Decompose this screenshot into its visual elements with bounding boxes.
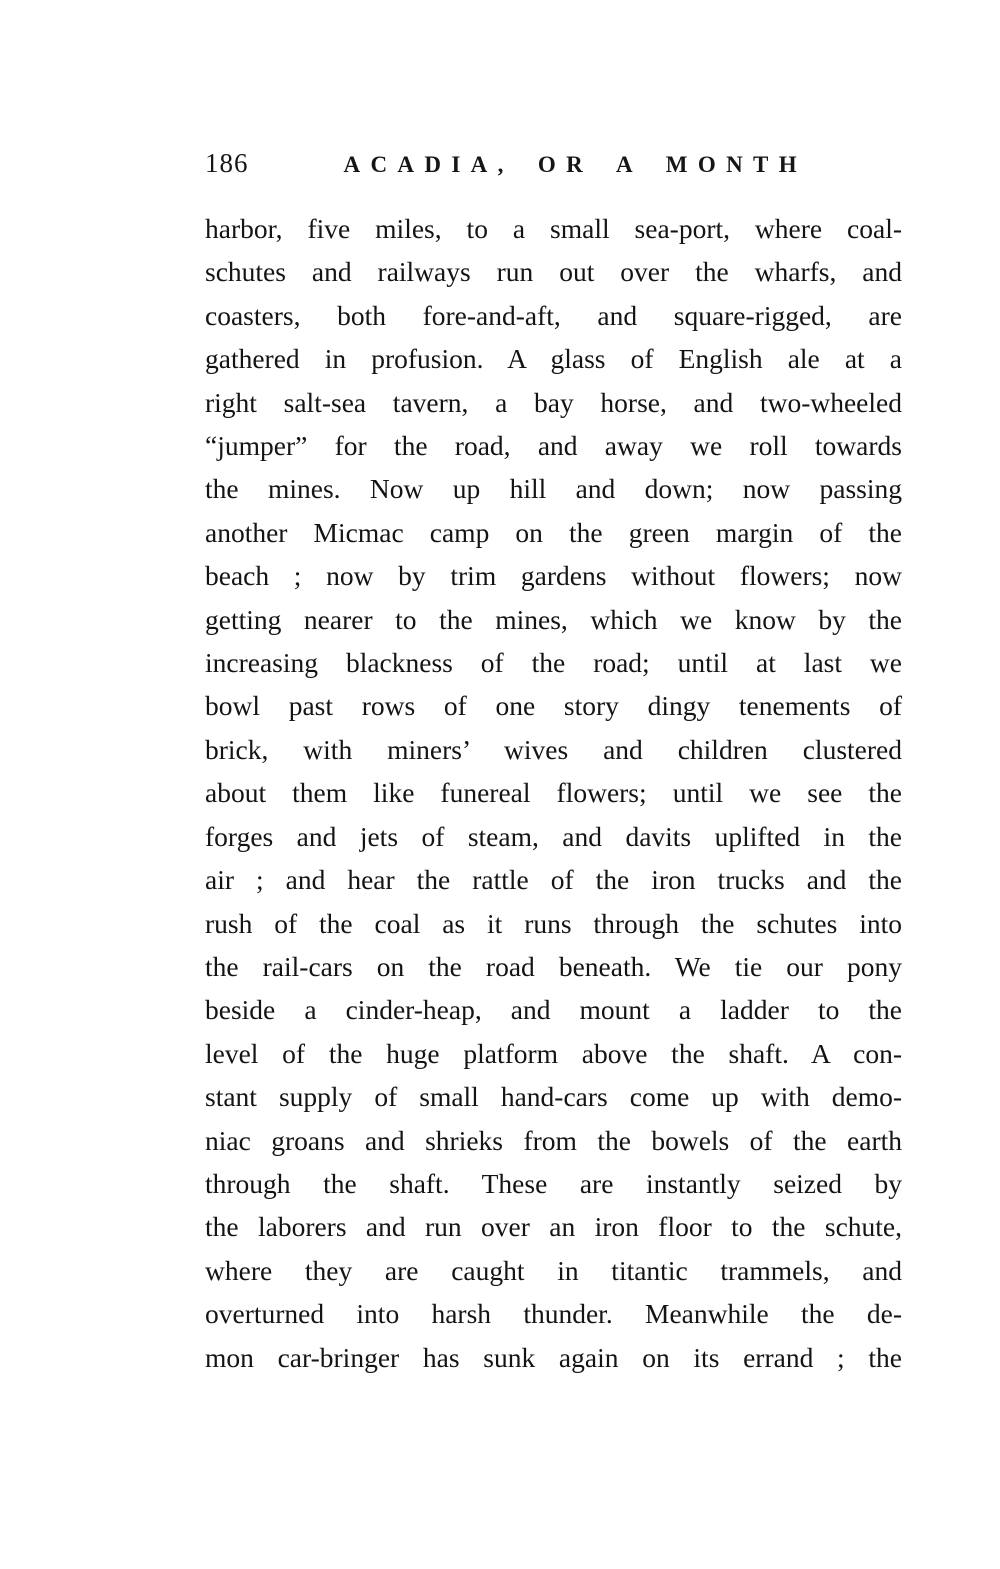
text-line: harbor, five miles, to a small sea-port, where coal- <box>205 213 902 244</box>
page-number: 186 <box>205 148 249 178</box>
text-line: the rail-cars on the road beneath. We tie our pony <box>205 950 902 982</box>
text-line: another Micmac camp on the green margin of the <box>205 516 902 548</box>
text-line: through the shaft. These are instantly seized by <box>205 1167 902 1199</box>
text-line: coasters, both fore-and-aft, and square-rigged, are <box>205 299 902 331</box>
text-line: mon car-bringer has sunk again on its errand ; the <box>205 1341 902 1373</box>
page-content <box>205 148 902 1379</box>
text-line: stant supply of small hand-cars come up with demo- <box>205 1081 902 1113</box>
text-line: brick, with miners’ wives and children clustered <box>205 733 902 765</box>
text-line: overturned into harsh thunder. Meanwhile the de- <box>205 1298 902 1330</box>
text-line: schutes and railways run out over the wharfs, and <box>205 256 902 288</box>
text-line: level of the huge platform above the shaft. A con- <box>205 1037 902 1069</box>
text-line: where they are caught in titantic trammels, and <box>205 1254 902 1286</box>
text-line: getting nearer to the mines, which we know by the <box>205 603 902 635</box>
text-line: niac groans and shrieks from the bowels of the earth <box>205 1124 902 1156</box>
text-line: beside a cinder-heap, and mount a ladder to the <box>205 994 902 1026</box>
text-line: about them like funereal flowers; until we see the <box>205 777 902 809</box>
body-text <box>205 207 902 1379</box>
text-line: beach ; now by trim gardens without flowers; now <box>205 560 902 592</box>
text-line: right salt-sea tavern, a bay horse, and two-wheeled <box>205 386 902 418</box>
text-line: bowl past rows of one story dingy tenements of <box>205 690 902 722</box>
text-line: increasing blackness of the road; until at last we <box>205 647 902 679</box>
text-line: the laborers and run over an iron floor to the schute, <box>205 1211 902 1243</box>
text-line: rush of the coal as it runs through the schutes into <box>205 907 902 939</box>
running-header-title: ACADIA, OR A MONTH <box>343 152 807 177</box>
text-line: forges and jets of steam, and davits uplifted in the <box>205 820 902 852</box>
text-line: gathered in profusion. A glass of English ale at a <box>205 343 902 375</box>
running-header-title-wrap <box>249 152 903 178</box>
text-line: the mines. Now up hill and down; now passing <box>205 473 902 505</box>
text-line: air ; and hear the rattle of the iron trucks and the <box>205 864 902 896</box>
running-header <box>205 148 902 179</box>
text-line: “jumper” for the road, and away we roll towards <box>205 430 902 462</box>
